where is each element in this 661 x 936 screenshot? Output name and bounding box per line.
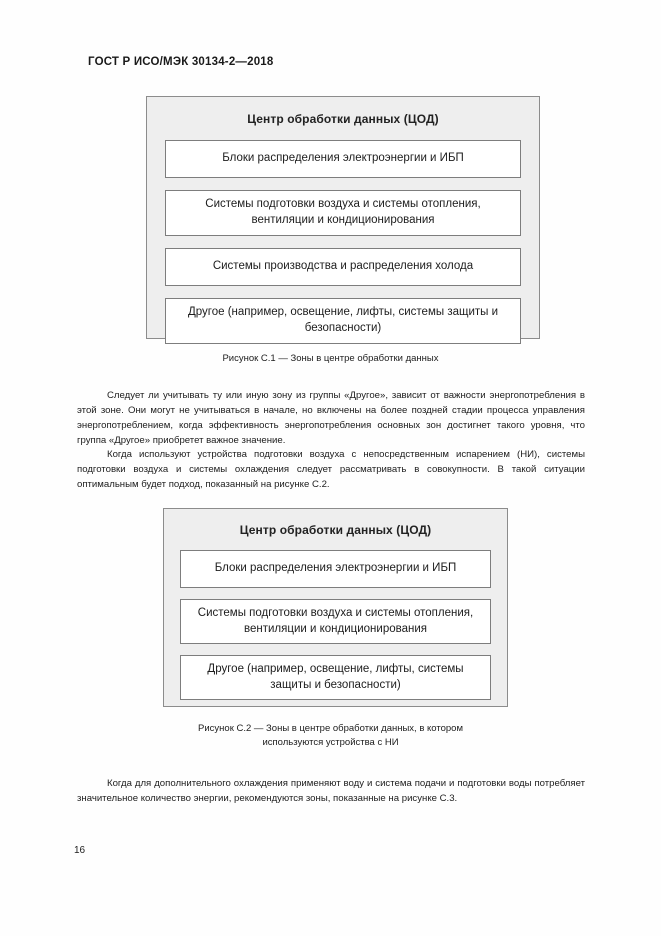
figure-c1-datacenter-diagram — [146, 96, 540, 339]
figure-c2-title: Центр обработки данных (ЦОД) — [239, 523, 432, 537]
figure-c1-title: Центр обработки данных (ЦОД) — [247, 112, 439, 126]
figure-c2-zone-box: Системы подготовки воздуха и системы отопления, вентиляции и кондиционирования — [180, 599, 491, 644]
figure-c1-zone-list — [147, 140, 539, 344]
figure-c1-zone-box: Блоки распределения электроэнергии и ИБП — [165, 140, 521, 178]
figure-c1-zone-box: Другое (например, освещение, лифты, системы защиты и безопасности) — [165, 298, 521, 344]
paragraph-other-zones: Следует ли учитывать ту или иную зону из группы «Другое», зависит от важности энергопотребления в этой зоне. Они могут не учитываться в начале, но включены на более поздней стадии процесса управления энергопотреблением, когда эффективность энергопотребления основных зон достигнет такого уровня, что группа «Другое» приобретет важное значение. — [77, 390, 585, 446]
figure-c2-zone-list — [164, 550, 507, 700]
page-number: 16 — [74, 845, 86, 856]
figure-c1-caption: Рисунок С.1 — Зоны в центре обработки данных — [222, 353, 439, 364]
paragraph-direct-evaporation: Когда используют устройства подготовки воздуха с непосредственным испарением (НИ), системы подготовки воздуха и системы охлаждения следует рассматривать в совокупности. В такой ситуации оптимальным будет подход, показанный на рисунке С.2. — [77, 449, 585, 491]
figure-c1-zone-box: Системы подготовки воздуха и системы отопления, вентиляции и кондиционирования — [165, 190, 521, 236]
body-text-block-upper — [77, 389, 585, 493]
paragraph-water-cooling: Когда для дополнительного охлаждения применяют воду и система подачи и подготовки воды потребляет значительное количество энергии, рекомендуются зоны, показанные на рисунке С.3. — [77, 778, 585, 804]
figure-c2-caption-line-1: Рисунок С.2 — Зоны в центре обработки данных, в котором — [198, 723, 463, 734]
document-header-standard-reference: ГОСТ Р ИСО/МЭК 30134-2—2018 — [88, 56, 274, 68]
body-text-block-lower — [77, 777, 585, 807]
figure-c2-datacenter-diagram — [163, 508, 508, 707]
figure-c2-caption-line-2: используются устройства с НИ — [262, 736, 399, 748]
figure-c2-zone-box: Другое (например, освещение, лифты, системы защиты и безопасности) — [180, 655, 491, 700]
figure-c2-zone-box: Блоки распределения электроэнергии и ИБП — [180, 550, 491, 588]
figure-c2-caption — [0, 722, 661, 750]
figure-c1-zone-box: Системы производства и распределения холода — [165, 248, 521, 286]
